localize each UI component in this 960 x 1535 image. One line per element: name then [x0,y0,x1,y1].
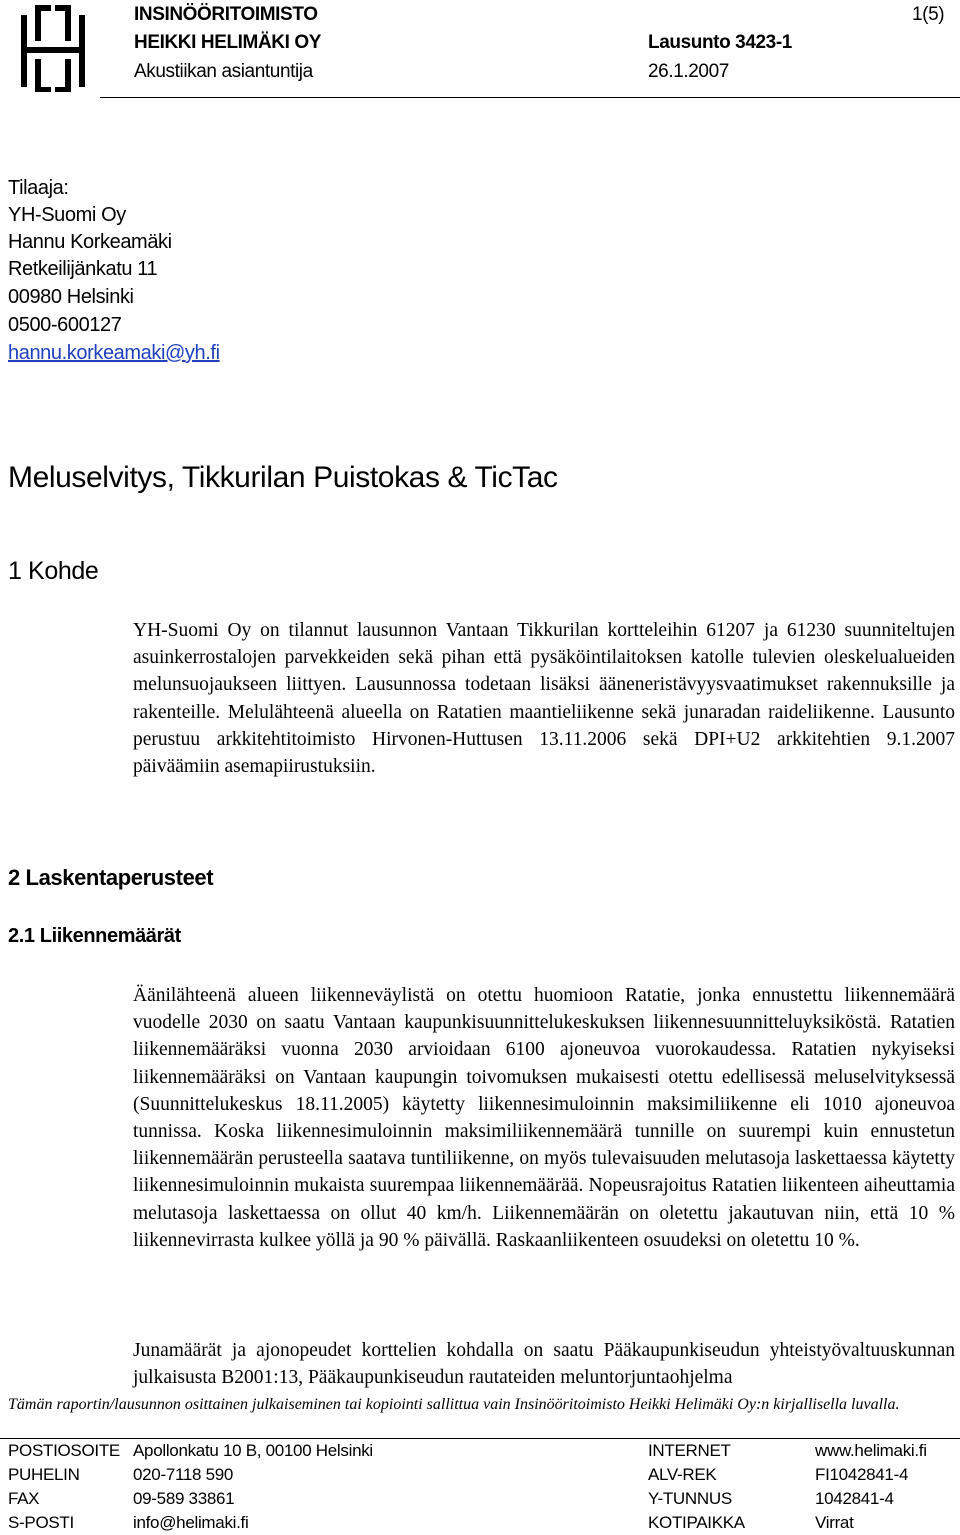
document-date: 26.1.2007 [648,61,729,82]
company-logo [18,4,88,92]
footer-vat-number: FI1042841-4 [815,1465,909,1484]
footer-domicile: Virrat [815,1513,854,1532]
client-email-link[interactable]: hannu.korkeamaki@yh.fi [8,342,220,364]
page-count: 1(5) [912,4,945,25]
client-phone: 0500-600127 [8,314,122,336]
footer-label-fax: FAX [8,1489,40,1508]
footer-website-link[interactable]: www.helimaki.fi [815,1441,927,1460]
client-street: Retkeilijänkatu 11 [8,258,158,280]
company-name-line1: INSINÖÖRITOIMISTO [134,4,318,25]
company-tagline: Akustiikan asiantuntija [134,61,313,82]
client-label: Tilaaja: [8,177,69,199]
footer-label-s-posti: S-POSTI [8,1513,74,1532]
footer-business-id: 1042841-4 [815,1489,894,1508]
copyright-notice: Tämän raportin/lausunnon osittainen julkaiseminen tai kopiointi sallittua vain Insinööritoimisto Heikki Helimäki Oy:n kirjallisella luvalla. [8,1396,900,1413]
company-name-line2: HEIKKI HELIMÄKI OY [134,32,322,53]
section1-paragraph: YH-Suomi Oy on tilannut lausunnon Vantaan Tikkurilan kortteleihin 61207 ja 61230 suunniteltujen asuinkerrostalojen parvekkeiden sekä pihan että pysäköintilaitoksen katolle tulevien oleskelualueiden melunsuojaukseen liittyen. Lausunnossa todetaan lisäksi ääneneristävyysvaatimukset rakennuksille ja rakenteille. Melulähteenä alueella on Ratatien maantieliikenne sekä junaradan raideliikenne. Lausunto perustuu arkkitehtitoimisto Hirvonen-Huttusen 13.11.2006 sekä DPI+U2 arkkitehtien 9.1.2007 päiväämiin asemapiirustuksiin. [133,620,955,778]
footer-label-alv-rek: ALV-REK [648,1465,717,1484]
footer-label-postiosoite: POSTIOSOITE [8,1441,120,1460]
section2-paragraph2: Junamäärät ja ajonopeudet korttelien kohdalla on saatu Pääkaupunkiseudun yhteistyövaltuuskunnan julkaisusta B2001:13, Pääkaupunkiseudun rautateiden meluntorjuntaohjelma [133,1340,955,1389]
section-heading-kohde: 1 Kohde [8,557,99,585]
section-heading-laskentaperusteet: 2 Laskentaperusteet [8,865,214,890]
footer-postal-address: Apollonkatu 10 B, 00100 Helsinki [133,1441,373,1460]
client-city: 00980 Helsinki [8,286,134,308]
section2-paragraph1: Äänilähteenä alueen liikenneväylistä on otettu huomioon Ratatie, jonka ennustettu liikennemäärä vuodelle 2030 on saatu Vantaan kaupunkisuunnittelukeskuksen liikennesuunnitteluyksiköstä. Ratatien liikennemääräksi vuonna 2030 arvioidaan 6100 ajoneuvoa vuorokaudessa. Ratatien nykyiseksi liikennemääräksi on Vantaan kaupungin toivomuksen mukaisesti otettu edellisessä meluselvityksessä (Suunnittelukeskus 18.11.2005) käytetty liikennesimuloinnin maksimiliikenne eli 1010 ajoneuvoa tunnissa. Koska liikennesimuloinnin maksimiliikennemäärä tunnille on suurempi kuin ennustetun liikennemäärän perusteella saatava tuntiliikenne, on myös tulevaisuuden melutasoja laskettaessa käytetty liikennesimuloinnin mukaista suurempaa liikennemäärää. Nopeusrajoitus Ratatien liikenteen aiheuttamia melutasoja laskettaessa on ollut 40 km/h. Liikennemäärän on oletettu jakautuvan niin, että 10 % liikennevirrasta kulkee yöllä ja 90 % päivällä. Raskaanliikenteen osuudeksi on oletettu 10 %. [133,985,955,1251]
subsection-heading-liikennemaarat: 2.1 Liikennemäärät [8,925,181,947]
footer-email-link[interactable]: info@helimaki.fi [133,1513,249,1532]
header-divider [100,97,960,98]
footer-label-kotipaikka: KOTIPAIKKA [648,1513,745,1532]
document-title: Meluselvitys, Tikkurilan Puistokas & TicTac [8,461,558,494]
footer-label-puhelin: PUHELIN [8,1465,80,1484]
footer-label-internet: INTERNET [648,1441,731,1460]
footer-phone: 020-7118 590 [133,1465,234,1484]
footer-label-y-tunnus: Y-TUNNUS [648,1489,732,1508]
document-id: Lausunto 3423-1 [648,32,792,53]
footer-fax: 09-589 33861 [133,1489,235,1508]
client-person: Hannu Korkeamäki [8,231,172,253]
client-company: YH-Suomi Oy [8,204,126,226]
